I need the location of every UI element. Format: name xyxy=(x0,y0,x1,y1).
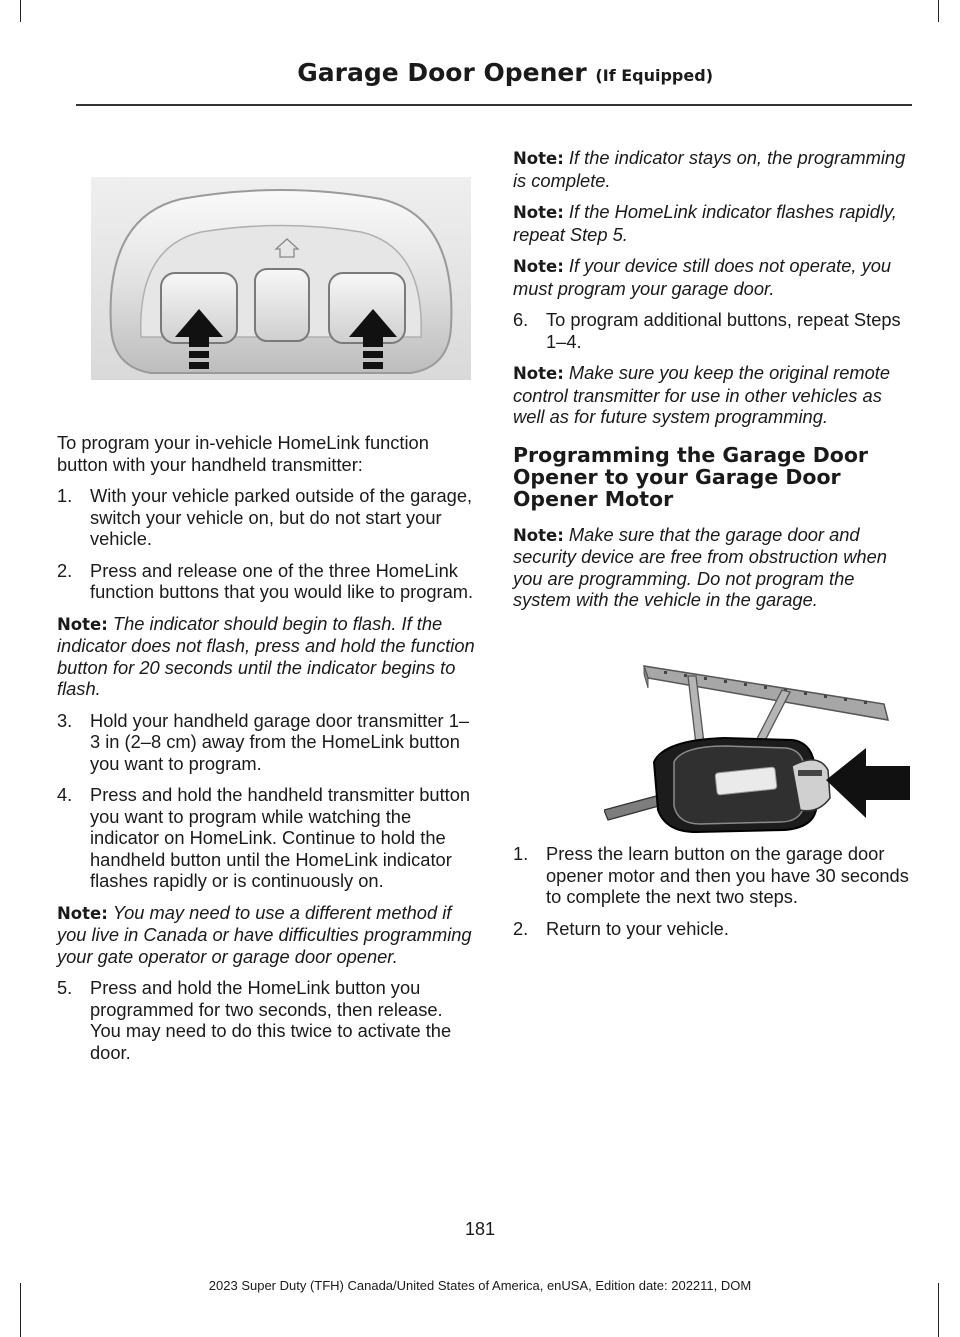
steps-list-c xyxy=(57,977,477,1063)
steps-list-d xyxy=(513,309,910,352)
section-heading: Programming the Garage Door Opener to your Garage Door Opener Motor xyxy=(513,442,869,511)
page-header xyxy=(297,58,713,87)
list-item: 1. Press the learn button on the garage door opener motor and then you have 30 seconds to complete the next two steps. xyxy=(513,843,909,907)
note-paragraph: Note: If the indicator stays on, the programming is complete. xyxy=(513,147,906,191)
intro-paragraph: To program your in-vehicle HomeLink function button with your handheld transmitter: xyxy=(57,432,429,475)
header-rule xyxy=(76,104,912,106)
list-item: 4. Press and hold the handheld transmitter button you want to program while watching the indicator on HomeLink. Continue to hold the handheld button until the HomeLink indicator flashes rapidly or is continuously on. xyxy=(57,784,471,891)
note-paragraph: Note: Make sure that the garage door and security device are free from obstruction when you are programming. Do not program the system with the vehicle in the garage. xyxy=(513,523,887,610)
page-number: 181 xyxy=(464,1219,496,1239)
motor-icon xyxy=(604,642,912,835)
list-item: 1. With your vehicle parked outside of the garage, switch your vehicle on, but do not start your vehicle. xyxy=(57,485,473,549)
list-item: 2. Press and release one of the three HomeLink function buttons that you would like to program. xyxy=(57,559,474,602)
list-item: 3. Hold your handheld garage door transmitter 1–3 in (2–8 cm) away from the HomeLink button you want to program. xyxy=(57,709,470,774)
page-footer: 2023 Super Duty (TFH) Canada/United States of America, enUSA, Edition date: 202211, DOM xyxy=(208,1278,752,1293)
list-item: 5. Press and hold the HomeLink button you programmed for two seconds, then release. You may need to do this twice to activate the door. xyxy=(57,977,452,1063)
header-title: Garage Door Opener xyxy=(297,58,587,87)
steps-list-b xyxy=(57,710,477,892)
list-item: 2. Return to your vehicle. xyxy=(513,917,729,939)
arrow-icon xyxy=(826,748,910,818)
homelink-icon xyxy=(91,177,471,380)
garage-door-opener-motor-illustration xyxy=(604,642,912,835)
note-paragraph: Note: If the HomeLink indicator flashes rapidly, repeat Step 5. xyxy=(513,201,897,245)
right-column xyxy=(513,147,910,621)
crop-mark-top-left xyxy=(20,0,21,22)
note-paragraph: Note: If your device still does not operate, you must program your garage door. xyxy=(513,255,892,299)
homelink-buttons-illustration xyxy=(91,177,471,380)
steps-list-e xyxy=(513,843,910,939)
list-item: 6. To program additional buttons, repeat Steps 1–4. xyxy=(513,309,901,352)
steps-list-a xyxy=(57,485,477,603)
right-column-lower xyxy=(513,843,910,949)
crop-mark-top-right xyxy=(938,0,939,22)
left-column xyxy=(57,432,477,1073)
note-paragraph: Note: The indicator should begin to flash. If the indicator does not flash, press and hold the function button for 20 seconds until the indicator begins to flash. xyxy=(57,612,475,699)
note-paragraph: Note: Make sure you keep the original remote control transmitter for use in other vehicles as well as for future system programming. xyxy=(513,362,891,427)
note-paragraph: Note: You may need to use a different method if you live in Canada or have difficulties programming your gate operator or garage door opener. xyxy=(57,901,472,967)
header-subtitle: (If Equipped) xyxy=(595,66,713,85)
